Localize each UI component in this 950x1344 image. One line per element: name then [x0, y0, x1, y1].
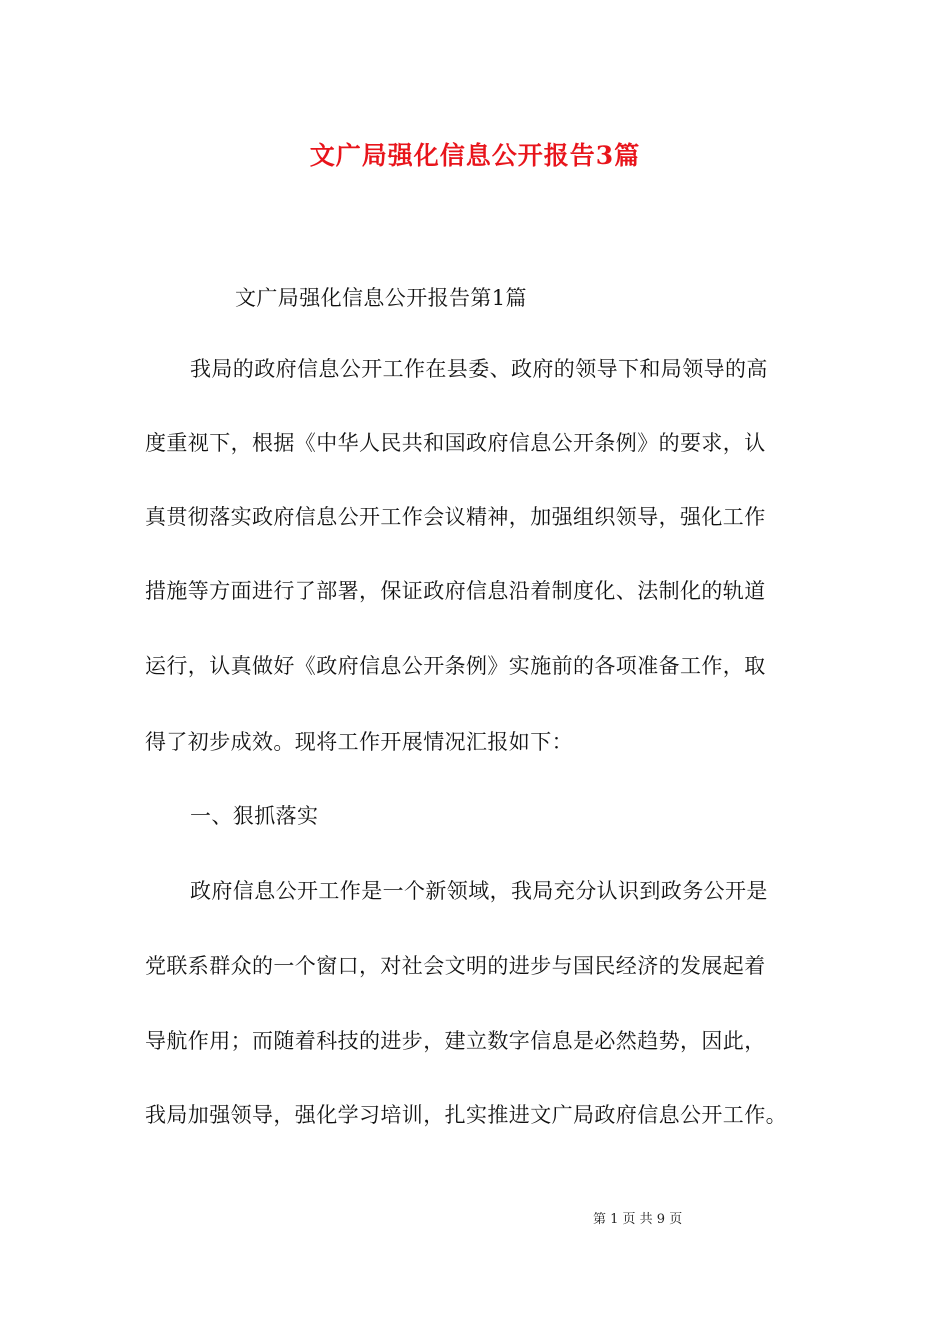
section-subtitle: 文广局强化信息公开报告第1篇	[235, 286, 527, 310]
document-title: 文广局强化信息公开报告3篇	[309, 141, 641, 170]
paragraph-line: 我局的政府信息公开工作在县委、政府的领导下和局领导的高	[190, 357, 768, 381]
paragraph-line: 党联系群众的一个窗口，对社会文明的进步与国民经济的发展起着	[145, 954, 766, 978]
section-heading: 一、狠抓落实	[190, 804, 319, 828]
page-number: 第 1 页 共 9 页	[593, 1212, 683, 1227]
paragraph-line: 措施等方面进行了部署，保证政府信息沿着制度化、法制化的轨道	[145, 579, 766, 603]
paragraph-line: 导航作用；而随着科技的进步，建立数字信息是必然趋势，因此，	[145, 1029, 766, 1053]
paragraph-line: 度重视下，根据《中华人民共和国政府信息公开条例》的要求，认	[145, 431, 766, 455]
paragraph-line: 运行，认真做好《政府信息公开条例》实施前的各项准备工作，取	[145, 654, 766, 678]
paragraph-line: 我局加强领导，强化学习培训，扎实推进文广局政府信息公开工作。	[145, 1103, 787, 1127]
paragraph-line: 真贯彻落实政府信息公开工作会议精神，加强组织领导，强化工作	[145, 505, 766, 529]
paragraph-line: 得了初步成效。现将工作开展情况汇报如下：	[145, 730, 573, 754]
paragraph-line: 政府信息公开工作是一个新领域，我局充分认识到政务公开是	[190, 879, 768, 903]
